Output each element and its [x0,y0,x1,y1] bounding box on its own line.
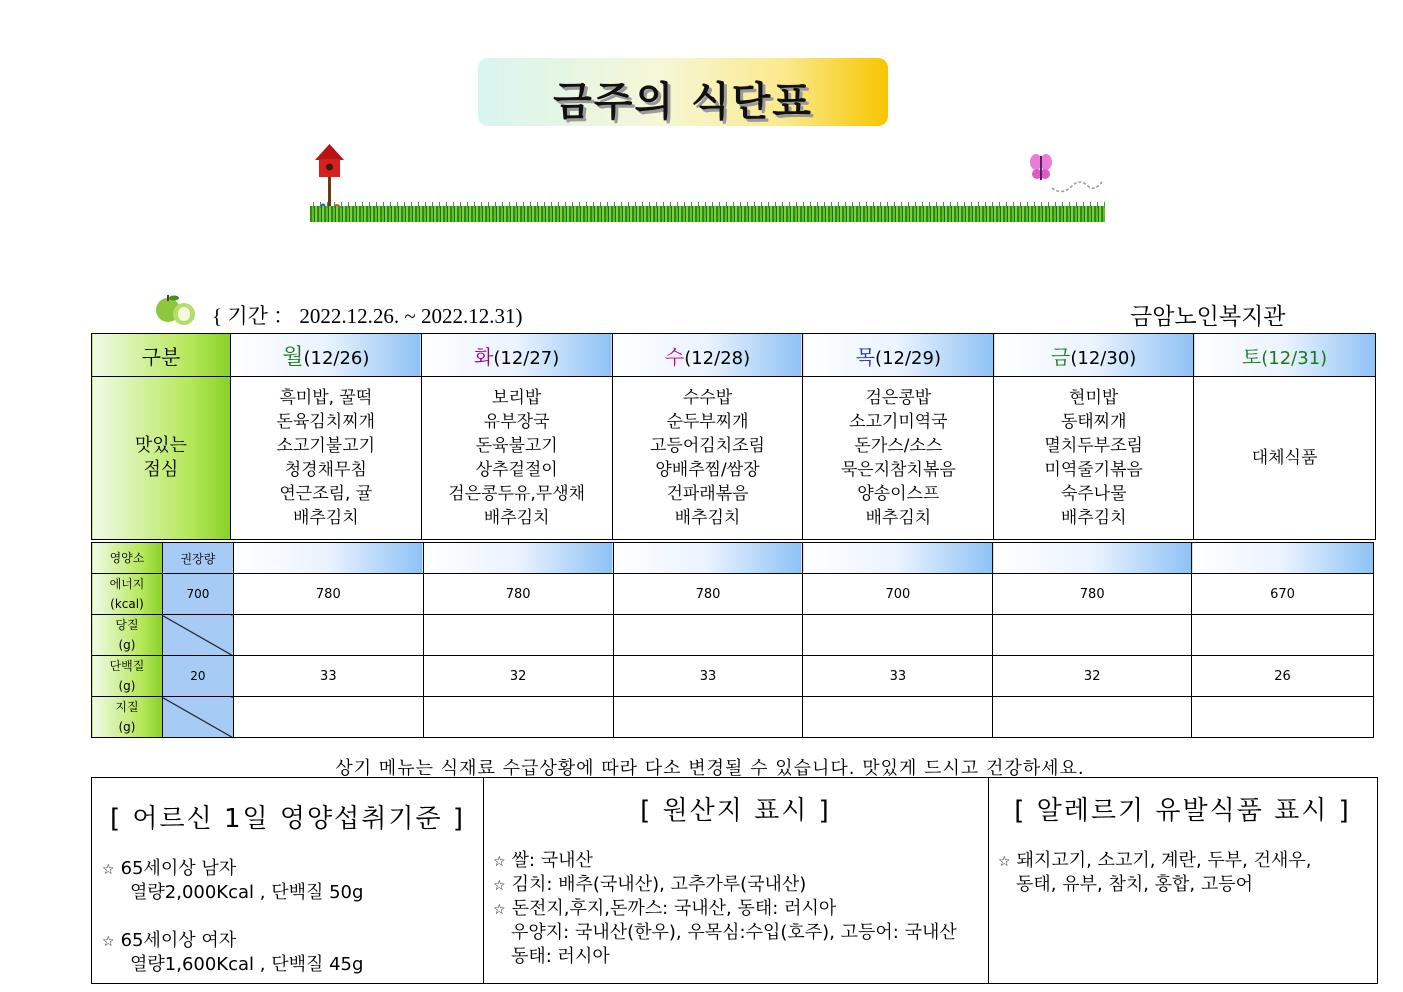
nutrient-value [233,697,423,738]
day-date: (12/29) [875,347,941,369]
day-date: (12/26) [303,347,370,369]
menu-table [91,333,1376,540]
day-header-mon [230,334,421,377]
nutrient-value: 670 [1192,574,1374,615]
lunch-label [92,377,231,540]
nutrition-blank-header [233,543,423,574]
day-date: (12/27) [493,347,560,369]
nutrient-name: 에너지 [109,577,145,591]
title-banner [478,58,888,126]
menu-item: 배추김치 [1060,508,1127,528]
day-name: 금 [1051,344,1071,369]
star-icon: ☆ [102,934,115,950]
menu-item: 돈육김치찌개 [276,412,376,432]
menu-cell-fri [994,377,1194,540]
nutrient-value: 780 [233,574,423,615]
menu-cell-thu [803,377,994,540]
day-header-tue [421,334,612,377]
allergy-line: 동태, 유부, 참치, 홍합, 고등어 [1016,874,1254,895]
star-icon: ☆ [493,902,506,918]
male-value: 열량2,000Kcal , 단백질 50g [130,882,364,903]
nutrient-value: 32 [423,656,613,697]
menu-item: 청경채무침 [284,460,367,480]
menu-item: 양송이스프 [857,484,940,504]
menu-item: 배추김치 [865,508,932,528]
nutrient-value [993,615,1192,656]
nutrient-unit: (g) [118,720,136,734]
nutrient-header: 영양소 [92,543,163,574]
day-date: (12/31) [1261,347,1328,369]
recommended-header: 권장량 [162,543,233,574]
nutrient-label [92,697,163,738]
menu-item: 고등어김치조림 [650,436,765,456]
menu-item: 소고기미역국 [849,412,948,432]
nutrient-unit: (g) [118,679,136,693]
day-header-wed [612,334,803,377]
origin-text: 김치: 배추(국내산), 고추가루(국내산) [511,874,807,895]
nutrient-value: 700 [803,574,993,615]
nutrient-name: 단백질 [109,659,145,673]
nutrient-value: 32 [993,656,1192,697]
day-name: 수 [664,344,685,369]
menu-item: 배추김치 [674,508,741,528]
allergy-text: 돼지고기, 소고기, 계란, 두부, 건새우, [1016,850,1312,871]
menu-item: 검은콩두유,무생채 [448,484,586,504]
star-icon: ☆ [493,854,506,870]
gubun-header: 구분 [92,334,231,377]
nutrient-unit: (kcal) [110,597,144,611]
menu-item: 유부장국 [483,412,550,432]
day-header-thu [803,334,994,377]
nutrient-name: 당질 [115,618,139,632]
menu-item: 수수밥 [682,388,733,408]
recommended-value [162,615,233,656]
origin-text: 쌀: 국내산 [511,850,593,871]
nutrient-label [92,656,163,697]
menu-cell-tue [421,377,612,540]
period-text: { 기간 ： 2022.12.26. ~ 2022.12.31) [212,304,523,328]
recommended-value: 20 [162,656,233,697]
section-title: [ 어르신 1일 영양섭취기준 ] [109,804,466,834]
nutrient-value: 33 [613,656,803,697]
allergy-section [988,778,1377,983]
menu-item: 보리밥 [492,388,542,408]
allergy-line [998,846,1312,872]
apple-icon [152,292,202,328]
day-name: 화 [474,344,494,369]
nutrient-value [423,697,613,738]
nutrition-blank-header [613,543,803,574]
nutrient-value [1192,697,1374,738]
menu-cell-sat [1194,377,1376,540]
notice-text: 상기 메뉴는 식재료 수급상황에 따라 다소 변경될 수 있습니다. 맛있게 드시고 건강하세요. [335,758,1085,779]
menu-item: 순두부찌개 [666,412,749,432]
origin-text: 돈전지,후지,돈까스: 국내산, 동태: 러시아 [511,898,837,919]
menu-item: 돈육불고기 [475,436,558,456]
nutrient-value [613,697,803,738]
menu-item: 연근조림, 귤 [279,484,373,504]
nutrient-label [92,615,163,656]
nutrient-value [803,615,993,656]
menu-item: 미역줄기볶음 [1044,460,1143,480]
grass-strip [310,206,1105,222]
day-name: 토 [1241,344,1262,369]
menu-item: 양배추찜/쌈장 [655,460,760,480]
nutrient-value [803,697,993,738]
nutrient-value [1192,615,1374,656]
menu-item: 배추김치 [483,508,550,528]
decorative-scene [310,140,1105,222]
info-panel [91,777,1378,984]
day-date: (12/30) [1070,347,1137,369]
nutrient-label [92,574,163,615]
nutrition-table [91,542,1374,738]
menu-item: 배추김치 [292,508,359,528]
origin-line: 우양지: 국내산(한우), 우목심:수입(호주), 고등어: 국내산 [511,922,957,943]
day-name: 월 [282,344,304,370]
menu-item: 상추겉절이 [475,460,558,480]
nutrient-value: 26 [1192,656,1374,697]
origin-line: 동태: 러시아 [511,946,610,967]
recommended-value: 700 [162,574,233,615]
nutrition-blank-header [1192,543,1374,574]
nutrient-value [993,697,1192,738]
recommended-value [162,697,233,738]
menu-item: 건파래볶음 [666,484,749,504]
menu-item: 동태찌개 [1060,412,1127,432]
menu-item: 소고기불고기 [276,436,376,456]
nutrition-blank-header [423,543,613,574]
menu-item: 현미밥 [1069,388,1119,408]
nutrient-value [233,615,423,656]
nutrient-value: 33 [803,656,993,697]
female-standard [102,926,236,952]
male-label: 65세이상 남자 [120,858,237,879]
menu-item: 대체식품 [1251,448,1318,468]
nutrient-value: 780 [993,574,1192,615]
origin-line [493,894,836,920]
star-icon: ☆ [998,854,1011,870]
nutrient-value: 780 [423,574,613,615]
page-title: 금주의 식단표 [553,79,813,125]
male-standard [102,854,236,880]
nutrition-blank-header [993,543,1192,574]
day-header-sat [1194,334,1376,377]
nutrient-value [613,615,803,656]
section-title: [ 알레르기 유발식품 표시 ] [1014,796,1351,826]
nutrition-standard-section [92,778,484,983]
menu-item: 돈가스/소스 [854,436,943,456]
day-name: 목 [855,344,876,369]
menu-item: 멸치두부조림 [1044,436,1143,456]
lunch-label-text: 맛있는 점심 [134,435,188,480]
organization-name: 금암노인복지관 [1130,304,1286,330]
star-icon: ☆ [493,878,506,894]
nutrient-unit: (g) [118,638,136,652]
menu-item: 흑미밥, 꿀떡 [279,388,373,408]
menu-item: 묵은지참치볶음 [840,460,956,480]
origin-line [493,846,593,872]
origin-line [493,870,806,896]
star-icon: ☆ [102,862,115,878]
menu-item: 숙주나물 [1060,484,1127,504]
menu-item: 검은콩밥 [865,388,932,408]
female-value: 열량1,600Kcal , 단백질 45g [130,954,364,975]
day-date: (12/28) [684,347,751,369]
origin-section [483,778,989,983]
menu-cell-mon [230,377,421,540]
nutrition-blank-header [803,543,993,574]
female-label: 65세이상 여자 [120,930,237,951]
menu-cell-wed [612,377,803,540]
nutrient-name: 지질 [115,700,139,714]
nutrient-value: 780 [613,574,803,615]
day-header-fri [994,334,1194,377]
nutrient-value [423,615,613,656]
section-title: [ 원산지 표시 ] [640,796,831,826]
nutrient-value: 33 [233,656,423,697]
